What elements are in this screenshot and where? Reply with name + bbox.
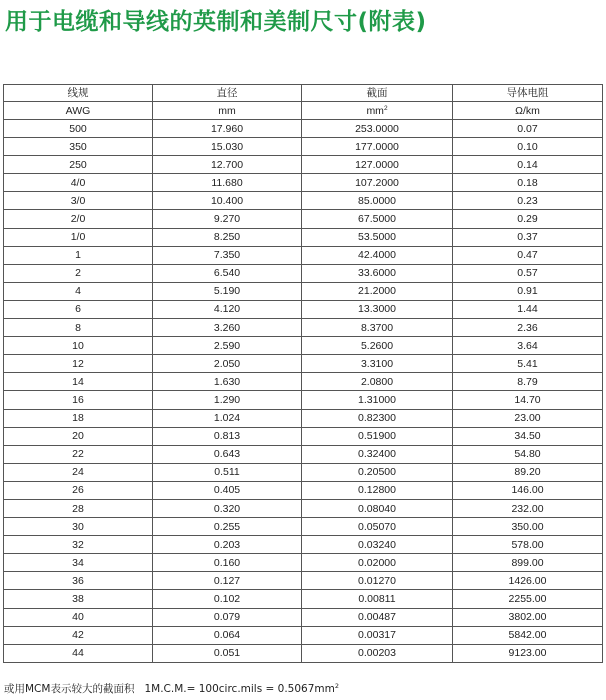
gauge-cell: 350 [4,138,153,156]
cross-section-cell: 67.5000 [302,210,453,228]
resistance-cell: 578.00 [453,536,603,554]
gauge-cell: 32 [4,536,153,554]
awg-size-table [3,84,603,663]
table-row [4,337,603,355]
gauge-cell: 1/0 [4,228,153,246]
gauge-cell: 250 [4,156,153,174]
cross-section-cell: 0.00203 [302,644,453,662]
table-row [4,210,603,228]
footnote-formula-sup: 2 [334,682,340,690]
resistance-cell: 3802.00 [453,608,603,626]
cross-section-cell: 42.4000 [302,246,453,264]
header-gauge: 线规 [4,85,153,102]
cross-section-cell: 0.00317 [302,626,453,644]
resistance-cell: 2255.00 [453,590,603,608]
cross-section-cell: 0.02000 [302,554,453,572]
cross-section-cell: 21.2000 [302,282,453,300]
table-row [4,518,603,536]
cross-section-cell: 0.01270 [302,572,453,590]
gauge-cell: 14 [4,373,153,391]
resistance-cell: 5.41 [453,355,603,373]
resistance-cell: 899.00 [453,554,603,572]
header-row-labels [4,85,603,102]
gauge-cell: 42 [4,626,153,644]
diameter-cell: 0.643 [153,445,302,463]
table-row [4,391,603,409]
table-row [4,427,603,445]
page-title: 用于电缆和导线的英制和美制尺寸(附表) [5,9,427,35]
diameter-cell: 0.064 [153,626,302,644]
gauge-cell: 34 [4,554,153,572]
header-resistance: 导体电阻 [453,85,603,102]
diameter-cell: 3.260 [153,319,302,337]
resistance-cell: 5842.00 [453,626,603,644]
diameter-cell: 5.190 [153,282,302,300]
diameter-cell: 17.960 [153,120,302,138]
cross-section-cell: 0.51900 [302,427,453,445]
resistance-cell: 0.57 [453,264,603,282]
table-row [4,644,603,662]
cross-section-cell: 8.3700 [302,319,453,337]
resistance-cell: 350.00 [453,518,603,536]
cross-section-cell: 177.0000 [302,138,453,156]
table-row [4,608,603,626]
table-row [4,319,603,337]
resistance-cell: 14.70 [453,391,603,409]
table-row [4,499,603,517]
gauge-cell: 1 [4,246,153,264]
resistance-cell: 8.79 [453,373,603,391]
cross-section-cell: 2.0800 [302,373,453,391]
gauge-cell: 4/0 [4,174,153,192]
cross-section-cell: 0.32400 [302,445,453,463]
resistance-cell: 232.00 [453,499,603,517]
diameter-cell: 1.024 [153,409,302,427]
gauge-cell: 8 [4,319,153,337]
cross-section-cell: 0.00487 [302,608,453,626]
resistance-cell: 0.07 [453,120,603,138]
resistance-cell: 0.23 [453,192,603,210]
footnote-text: 或用MCM表示较大的截面积 [4,683,135,695]
diameter-cell: 0.160 [153,554,302,572]
diameter-cell: 8.250 [153,228,302,246]
cross-section-cell: 0.05070 [302,518,453,536]
diameter-cell: 0.255 [153,518,302,536]
gauge-cell: 20 [4,427,153,445]
diameter-cell: 7.350 [153,246,302,264]
gauge-cell: 500 [4,120,153,138]
resistance-cell: 1426.00 [453,572,603,590]
diameter-cell: 2.050 [153,355,302,373]
gauge-cell: 2 [4,264,153,282]
footnote-formula: 1M.C.M.= 100circ.mils = 0.5067mm [144,683,335,695]
unit-cross-section: $mm^2$ [302,102,453,120]
cross-section-cell: 0.08040 [302,499,453,517]
table-row [4,409,603,427]
gauge-cell: 10 [4,337,153,355]
cross-section-cell: 53.5000 [302,228,453,246]
header-diameter: 直径 [153,85,302,102]
table-row [4,445,603,463]
footnote [4,681,339,696]
diameter-cell: 15.030 [153,138,302,156]
diameter-cell: 0.813 [153,427,302,445]
table-row [4,373,603,391]
diameter-cell: 11.680 [153,174,302,192]
unit-diameter: mm [153,102,302,120]
header-cross-section: 截面 [302,85,453,102]
gauge-cell: 6 [4,300,153,318]
table-body [4,120,603,663]
table-row [4,554,603,572]
gauge-cell: 18 [4,409,153,427]
diameter-cell: 0.405 [153,481,302,499]
cross-section-cell: 0.00811 [302,590,453,608]
table-row [4,355,603,373]
cross-section-cell: 0.03240 [302,536,453,554]
resistance-cell: 146.00 [453,481,603,499]
table-row [4,300,603,318]
table-row [4,138,603,156]
gauge-cell: 2/0 [4,210,153,228]
gauge-cell: 36 [4,572,153,590]
resistance-cell: 54.80 [453,445,603,463]
diameter-cell: 0.127 [153,572,302,590]
resistance-cell: 89.20 [453,463,603,481]
cross-section-cell: 1.31000 [302,391,453,409]
diameter-cell: 1.630 [153,373,302,391]
gauge-cell: 26 [4,481,153,499]
resistance-cell: 0.14 [453,156,603,174]
diameter-cell: 0.203 [153,536,302,554]
table-row [4,590,603,608]
gauge-cell: 3/0 [4,192,153,210]
cross-section-cell: 127.0000 [302,156,453,174]
gauge-cell: 12 [4,355,153,373]
table-row [4,228,603,246]
diameter-cell: 10.400 [153,192,302,210]
cross-section-cell: 3.3100 [302,355,453,373]
table-row [4,463,603,481]
gauge-cell: 22 [4,445,153,463]
gauge-cell: 38 [4,590,153,608]
diameter-cell: 1.290 [153,391,302,409]
diameter-cell: 2.590 [153,337,302,355]
cross-section-cell: 5.2600 [302,337,453,355]
header-row-units [4,102,603,120]
table-row [4,174,603,192]
diameter-cell: 4.120 [153,300,302,318]
diameter-cell: 6.540 [153,264,302,282]
resistance-cell: 0.10 [453,138,603,156]
resistance-cell: 0.47 [453,246,603,264]
table-row [4,572,603,590]
resistance-cell: 23.00 [453,409,603,427]
diameter-cell: 0.079 [153,608,302,626]
resistance-cell: 0.91 [453,282,603,300]
table-row [4,156,603,174]
diameter-cell: 0.511 [153,463,302,481]
diameter-cell: 0.320 [153,499,302,517]
gauge-cell: 4 [4,282,153,300]
cross-section-cell: 107.2000 [302,174,453,192]
resistance-cell: 2.36 [453,319,603,337]
table-row [4,282,603,300]
resistance-cell: 34.50 [453,427,603,445]
cross-section-cell: 0.20500 [302,463,453,481]
cross-section-cell: 0.12800 [302,481,453,499]
diameter-cell: 12.700 [153,156,302,174]
cross-section-cell: 85.0000 [302,192,453,210]
table-row [4,481,603,499]
resistance-cell: 0.37 [453,228,603,246]
cross-section-cell: 253.0000 [302,120,453,138]
cross-section-cell: 0.82300 [302,409,453,427]
unit-gauge: AWG [4,102,153,120]
cross-section-cell: 33.6000 [302,264,453,282]
table-row [4,246,603,264]
gauge-cell: 40 [4,608,153,626]
table-row [4,626,603,644]
gauge-cell: 30 [4,518,153,536]
resistance-cell: 9123.00 [453,644,603,662]
resistance-cell: 1.44 [453,300,603,318]
resistance-cell: 0.29 [453,210,603,228]
gauge-cell: 16 [4,391,153,409]
table-row [4,536,603,554]
unit-resistance: Ω/km [453,102,603,120]
cross-section-cell: 13.3000 [302,300,453,318]
table-row [4,264,603,282]
diameter-cell: 9.270 [153,210,302,228]
diameter-cell: 0.051 [153,644,302,662]
gauge-cell: 28 [4,499,153,517]
table-row [4,192,603,210]
resistance-cell: 3.64 [453,337,603,355]
gauge-cell: 44 [4,644,153,662]
gauge-cell: 24 [4,463,153,481]
table-row [4,120,603,138]
resistance-cell: 0.18 [453,174,603,192]
diameter-cell: 0.102 [153,590,302,608]
